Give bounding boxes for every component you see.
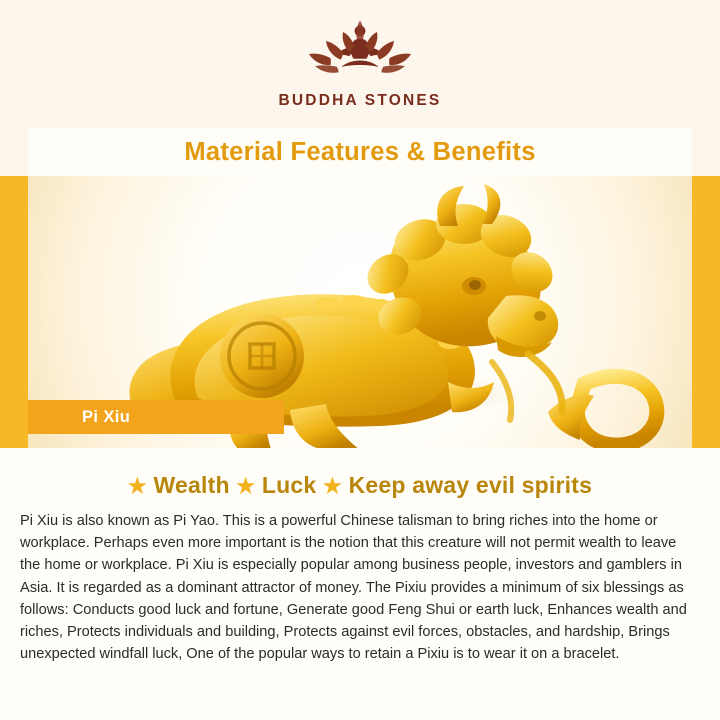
star-icon: ★ [236, 475, 256, 498]
description-paragraph: Pi Xiu is also known as Pi Yao. This is a powerful Chinese talisman to bring riches into the home or workplace. Perhaps even more important is the notion that this creature will not permit wealth to leave the home or workplace. Pi Xiu is especially popular among business people, investors and gamblers in Asia. It is regarded as a dominant attractor of money. The Pixiu provides a minimum of six blessings as follows: Conducts good luck and fortune, Generate good Feng Shui or earth luck, Enhances wealth and riches, Protects individuals and building, Protects against evil forces, obstacles, and hardship, Brings unexpected windfall luck, One of the popular ways to retain a Pixiu is to wear it on a bracelet. [20, 513, 687, 663]
title-band [28, 128, 692, 176]
description-panel [0, 448, 720, 720]
lotus-meditation-icon [285, 14, 435, 86]
benefit-evil-spirits: Keep away evil spirits [348, 472, 593, 498]
benefit-wealth: Wealth [153, 472, 230, 498]
brand-block [28, 14, 692, 110]
product-caption [28, 400, 284, 434]
benefit-luck: Luck [261, 472, 317, 498]
benefits-line [0, 472, 720, 499]
page-title: Material Features & Benefits [184, 137, 536, 166]
header [0, 0, 720, 176]
brand-name: BUDDHA STONES [278, 92, 442, 109]
star-icon: ★ [127, 475, 147, 498]
star-icon: ★ [323, 475, 343, 498]
product-caption-label: Pi Xiu [82, 407, 131, 426]
